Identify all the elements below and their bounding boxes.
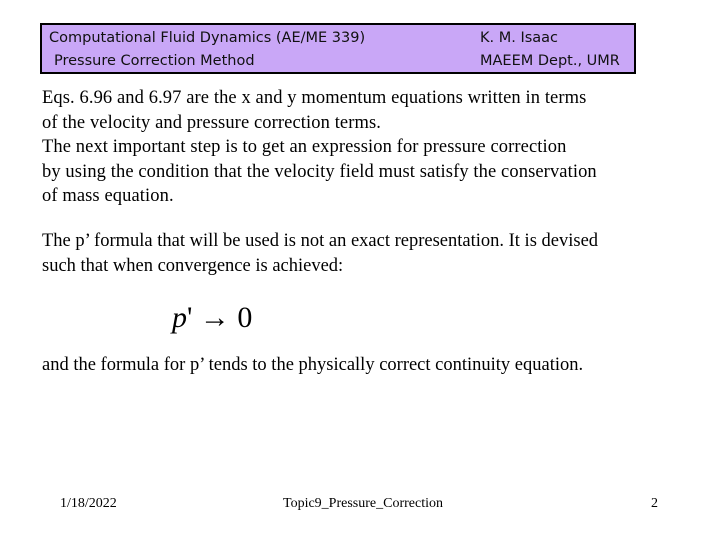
text-line: The next important step is to get an expression for pressure correction (42, 137, 567, 157)
text-line: of the velocity and pressure correction terms. (42, 112, 382, 133)
text-line: The p’ formula that will be used is not an exact representation. It is devised (42, 231, 599, 251)
footer-date: 1/18/2022 (60, 496, 117, 511)
convergence-equation (172, 298, 252, 338)
paragraph-continuity: and the formula for p’ tends to the physically correct continuity equation. (42, 355, 584, 375)
equation-prime: ' (187, 301, 193, 334)
paragraph-formula (42, 229, 598, 278)
text-line: of mass equation. (42, 186, 174, 206)
text-line: such that when convergence is achieved: (42, 255, 344, 276)
text-line: Eqs. 6.96 and 6.97 are the x and y momentum equations written in terms (42, 88, 587, 108)
header-left (49, 27, 365, 73)
department-name: MAEEM Dept., UMR (480, 53, 620, 69)
page-number: 2 (651, 496, 658, 511)
topic-title: Pressure Correction Method (54, 53, 255, 69)
author-name: K. M. Isaac (480, 30, 559, 46)
slide-header (40, 23, 636, 74)
header-right (480, 27, 620, 73)
paragraph-momentum (42, 86, 682, 209)
arrow-icon: → (199, 301, 230, 334)
footer-title: Topic9_Pressure_Correction (283, 496, 443, 511)
equation-variable: p (172, 301, 187, 334)
equation-limit: 0 (237, 301, 253, 334)
course-title: Computational Fluid Dynamics (AE/ME 339) (49, 30, 366, 46)
text-line: by using the condition that the velocity field must satisfy the conservation (42, 161, 597, 182)
